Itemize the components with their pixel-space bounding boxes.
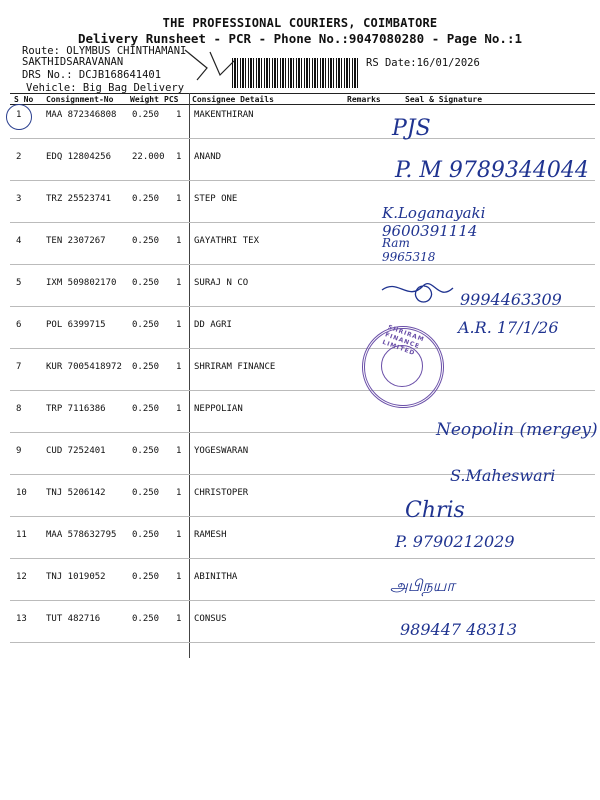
company-title: THE PROFESSIONAL COURIERS, COIMBATORE (162, 16, 438, 30)
row-sno: 10 (16, 488, 27, 498)
row-sno: 2 (16, 152, 22, 162)
row-pcs: 1 (176, 236, 182, 246)
row-consignment-no: TNJ 5206142 (46, 488, 106, 498)
row-pcs: 1 (176, 404, 182, 414)
rs-date: RS Date:16/01/2026 (366, 57, 480, 69)
row-weight: 0.250 (132, 194, 160, 204)
row-separator (10, 264, 595, 265)
row-weight: 0.250 (132, 488, 160, 498)
signature-scribble (378, 272, 463, 312)
row-weight: 0.250 (132, 614, 160, 624)
column-divider (189, 93, 190, 658)
row-pcs: 1 (176, 278, 182, 288)
row-sno: 6 (16, 320, 22, 330)
row-sno: 3 (16, 194, 22, 204)
vehicle-text: Vehicle: Big Bag Delivery (26, 82, 185, 94)
row-consignment-no: TNJ 1019052 (46, 572, 106, 582)
signature-row-5: 9994463309 (460, 290, 562, 309)
row-separator (10, 390, 595, 391)
signature-row-11: P. 9790212029 (395, 532, 515, 551)
row-consignment-no: IXM 509802170 (46, 278, 117, 288)
row-weight: 0.250 (132, 404, 160, 414)
row-consignment-no: TEN 2307267 (46, 236, 106, 246)
pen-tick-marks (175, 40, 255, 95)
row-sno: 7 (16, 362, 22, 372)
row-pcs: 1 (176, 446, 182, 456)
row-sno: 4 (16, 236, 22, 246)
row-consignee: RAMESH (194, 530, 227, 540)
col-consignee: Consignee Details (192, 95, 274, 104)
company-stamp (362, 323, 444, 408)
row-weight: 0.250 (132, 320, 160, 330)
row-separator (10, 642, 595, 643)
row-consignment-no: TRP 7116386 (46, 404, 106, 414)
row-weight: 0.250 (132, 572, 160, 582)
row-consignee: MAKENTHIRAN (194, 110, 254, 120)
col-remarks: Remarks (347, 95, 381, 104)
signature-row-6: A.R. 17/1/26 (458, 318, 559, 337)
staff-name: SAKTHIDSARAVANAN (22, 56, 124, 68)
row-consignee: STEP ONE (194, 194, 238, 204)
signature-row-1: PJS (392, 116, 431, 141)
col-seal: Seal & Signature (405, 95, 483, 104)
row-consignee: GAYATHRI TEX (194, 236, 260, 246)
row-pcs: 1 (176, 194, 182, 204)
row-consignee: NEPPOLIAN (194, 404, 243, 414)
table-header-rule (10, 104, 595, 105)
row-consignee: SHRIRAM FINANCE (194, 362, 276, 372)
row-pcs: 1 (176, 362, 182, 372)
row-weight: 0.250 (132, 530, 160, 540)
row-sno: 12 (16, 572, 27, 582)
row-consignment-no: POL 6399715 (46, 320, 106, 330)
runsheet-subtitle: Delivery Runsheet - PCR - Phone No.:9047080280 - Page No.:1 (77, 31, 522, 46)
signature-row-4: Ram 9965318 (382, 236, 436, 264)
stamp-text: SHRIRAM FINANCE LIMITED (381, 323, 426, 358)
signature-row-13: 989447 48313 (400, 620, 518, 639)
row-consignment-no: MAA 872346808 (46, 110, 117, 120)
signature-row-2: P. M 9789344044 (395, 158, 589, 183)
row-separator (10, 516, 595, 517)
row-consignee: ABINITHA (194, 572, 238, 582)
row-separator (10, 138, 595, 139)
row-sno: 13 (16, 614, 27, 624)
col-weight: Weight (130, 95, 159, 104)
row-weight: 0.250 (132, 362, 160, 372)
row-pcs: 1 (176, 152, 182, 162)
row-pcs: 1 (176, 572, 182, 582)
row-sno: 8 (16, 404, 22, 414)
row-pcs: 1 (176, 530, 182, 540)
row-sno: 9 (16, 446, 22, 456)
row-weight: 22.000 (132, 152, 165, 162)
row-separator (10, 348, 595, 349)
row-sno: 1 (16, 110, 22, 120)
route-text: Route: OLYMBUS CHINTHAMANI (22, 45, 187, 57)
row-consignee: CONSUS (194, 614, 227, 624)
row-weight: 0.250 (132, 110, 160, 120)
row-pcs: 1 (176, 488, 182, 498)
row-consignment-no: TRZ 25523741 (46, 194, 112, 204)
row-consignment-no: MAA 578632795 (46, 530, 117, 540)
row-weight: 0.250 (132, 236, 160, 246)
row-consignment-no: CUD 7252401 (46, 446, 106, 456)
table-top-rule (10, 93, 595, 94)
row-consignee: ANAND (194, 152, 222, 162)
row-pcs: 1 (176, 110, 182, 120)
row-weight: 0.250 (132, 278, 160, 288)
row-consignee: SURAJ N CO (194, 278, 249, 288)
row-sno: 5 (16, 278, 22, 288)
row-consignment-no: KUR 7005418972 (46, 362, 122, 372)
row-consignee: DD AGRI (194, 320, 232, 330)
col-pcs: PCS (164, 95, 179, 104)
signature-row-10: Chris (405, 498, 465, 523)
row-weight: 0.250 (132, 446, 160, 456)
signature-row-9: S.Maheswari (450, 466, 556, 485)
row-pcs: 1 (176, 614, 182, 624)
signature-row-8: Neopolin (mergey) (436, 420, 598, 440)
row-separator (10, 558, 595, 559)
signature-row-12: அபிநயா (390, 576, 455, 595)
row-consignee: YOGESWARAN (194, 446, 249, 456)
col-consignment: Consignment-No (46, 95, 114, 104)
col-sno: S No (14, 95, 34, 104)
row-pcs: 1 (176, 320, 182, 330)
row-consignment-no: TUT 482716 (46, 614, 101, 624)
drs-number: DRS No.: DCJB168641401 (22, 69, 162, 81)
signature-row-3: K.Loganayaki 9600391114 (382, 204, 486, 240)
row-consignee: CHRISTOPER (194, 488, 249, 498)
row-sno: 11 (16, 530, 27, 540)
row-separator (10, 600, 595, 601)
row-consignment-no: EDQ 12804256 (46, 152, 112, 162)
